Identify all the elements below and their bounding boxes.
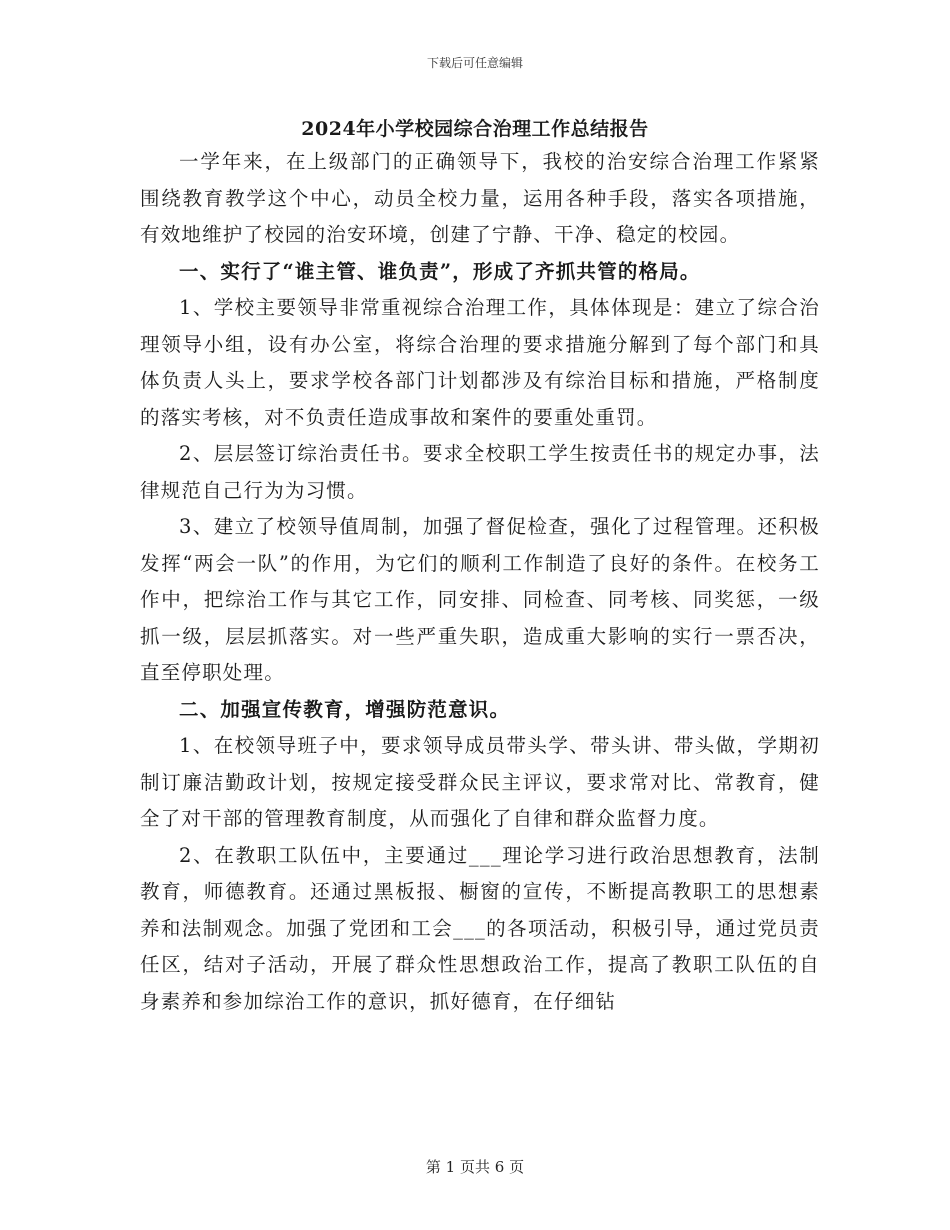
- section-2-item-2: 2、在教职工队伍中，主要通过___理论学习进行政治思想教育，法制教育，师德教育。还通过黑板报、橱窗的宣传，不断提高教职工的思想素养和法制观念。加强了党团和工会___的各项活动，积极引导，通过党员责任区，结对子活动，开展了群众性思想政治工作，提高了教职工队伍的自身素养和参加综治工作的意识，抓好德育，在仔细钻: [140, 843, 820, 1013]
- page-number: 第 1 页共 6 页: [425, 1158, 525, 1176]
- section-heading-1: 一、实行了“谁主管、谁负责”，形成了齐抓共管的格局。: [179, 259, 701, 283]
- section-2-item-1: 1、在校领导班子中，要求领导成员带头学、带头讲、带头做，学期初制订廉洁勤政计划，按规定接受群众民主评议，要求常对比、常教育，健全了对干部的管理教育制度，从而强化了自律和群众监督力度。: [140, 734, 820, 830]
- section-1-item-1: 1、学校主要领导非常重视综合治理工作，具体体现是：建立了综合治理领导小组，设有办公室，将综合治理的要求措施分解到了每个部门和具体负责人头上，要求学校各部门计划都涉及有综治目标和措施，严格制度的落实考核，对不负责任造成事故和案件的要重处重罚。: [140, 296, 820, 429]
- section-heading-2: 二、加强宣传教育，增强防范意识。: [179, 697, 511, 721]
- section-1-item-3: 3、建立了校领导值周制，加强了督促检查，强化了过程管理。还积极发挥“两会一队”的作用，为它们的顺利工作制造了良好的条件。在校务工作中，把综治工作与其它工作，同安排、同检查、同考核、同奖惩，一级抓一级，层层抓落实。对一些严重失职，造成重大影响的实行一票否决，直至停职处理。: [140, 515, 820, 684]
- section-1-item-2: 2、层层签订综治责任书。要求全校职工学生按责任书的规定办事，法律规范自己行为为习惯。: [140, 442, 820, 502]
- page-header-note: 下载后可任意编辑: [426, 56, 523, 70]
- intro-paragraph: 一学年来，在上级部门的正确领导下，我校的治安综合治理工作紧紧围绕教育教学这个中心，动员全校力量，运用各种手段，落实各项措施，有效地维护了校园的治安环境，创建了宁静、干净、稳定的校园。: [140, 150, 820, 246]
- document-title: 2024年小学校园综合治理工作总结报告: [301, 118, 649, 140]
- document-body: [140, 144, 820, 1020]
